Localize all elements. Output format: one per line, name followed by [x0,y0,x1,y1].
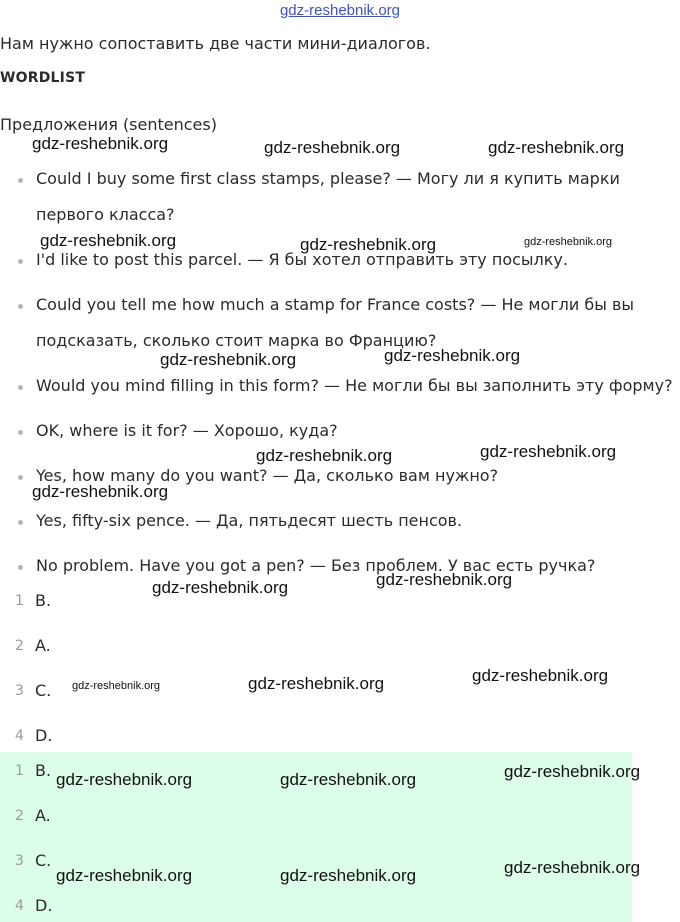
sentence-line: Yes, fifty-six pence. — Да, пятьдесят шесть пенсов. [36,511,463,530]
watermark: gdz-reshebnik.org [488,138,625,157]
bullet-icon [18,259,23,264]
sentence-line: Yes, how many do you want? — Да, сколько вам нужно? [36,466,499,485]
sentence-line: первого класса? [36,205,175,224]
watermark: gdz-reshebnik.org [472,666,609,685]
watermark: gdz-reshebnik.org [280,866,417,885]
watermark: gdz-reshebnik.org [32,482,169,501]
sentence-line: подсказать, сколько стоит марка во Францию? [36,331,437,350]
watermark: gdz-reshebnik.org [160,350,297,369]
watermark: gdz-reshebnik.org [524,236,613,248]
answer-letter: B. [35,591,52,610]
bullet-icon [18,430,23,435]
correct-answer-number: 1 [15,763,24,779]
watermark: gdz-reshebnik.org [32,134,169,153]
correct-answer-number: 3 [15,853,24,869]
watermark: gdz-reshebnik.org [300,235,437,254]
answer-number: 3 [15,683,24,699]
watermark: gdz-reshebnik.org [504,858,641,877]
answer-number: 1 [15,593,24,609]
watermark: gdz-reshebnik.org [280,770,417,789]
bullet-icon [18,475,23,480]
answer-letter: C. [35,681,52,700]
bullet-icon [18,520,23,525]
correct-answer-letter: A. [35,806,51,825]
correct-answer-letter: C. [35,851,52,870]
watermark: gdz-reshebnik.org [56,770,193,789]
watermark: gdz-reshebnik.org [248,674,385,693]
watermark: gdz-reshebnik.org [40,231,177,250]
bullet-icon [18,385,23,390]
correct-answer-number: 2 [15,808,24,824]
watermark: gdz-reshebnik.org [256,446,393,465]
answer-number: 4 [15,728,24,744]
answer-letter: A. [35,636,51,655]
watermark: gdz-reshebnik.org [264,138,401,157]
sentence-line: No problem. Have you got a pen? — Без проблем. У вас есть ручка? [36,556,596,575]
answer-number: 2 [15,638,24,654]
bullet-icon [18,304,23,309]
correct-answer-letter: D. [35,896,53,915]
watermark: gdz-reshebnik.org [384,346,521,365]
watermark: gdz-reshebnik.org [152,578,289,597]
sentence-line: OK, where is it for? — Хорошо, куда? [36,421,338,440]
bullet-icon [18,565,23,570]
sentence-line: I'd like to post this parcel. — Я бы хотел отправить эту посылку. [36,250,568,269]
correct-answer-letter: B. [35,761,52,780]
watermark: gdz-reshebnik.org [72,680,161,692]
wordlist-label: WORDLIST [0,70,86,86]
watermark: gdz-reshebnik.org [376,570,513,589]
sentence-line: Would you mind filling in this form? — Не могли бы вы заполнить эту форму? [36,376,673,395]
sentence-line: Could you tell me how much a stamp for France costs? — Не могли бы вы [36,295,635,314]
intro-text: Нам нужно сопоставить две части мини-диалогов. [0,34,431,53]
header-watermark-link[interactable]: gdz-reshebnik.org [279,2,401,19]
section-title: Предложения (sentences) [0,115,217,134]
watermark: gdz-reshebnik.org [480,442,617,461]
watermark: gdz-reshebnik.org [504,762,641,781]
sentence-line: Could I buy some first class stamps, please? — Могу ли я купить марки [36,169,620,188]
watermark: gdz-reshebnik.org [56,866,193,885]
answer-letter: D. [35,726,53,745]
bullet-icon [18,178,23,183]
correct-answer-number: 4 [15,898,24,914]
